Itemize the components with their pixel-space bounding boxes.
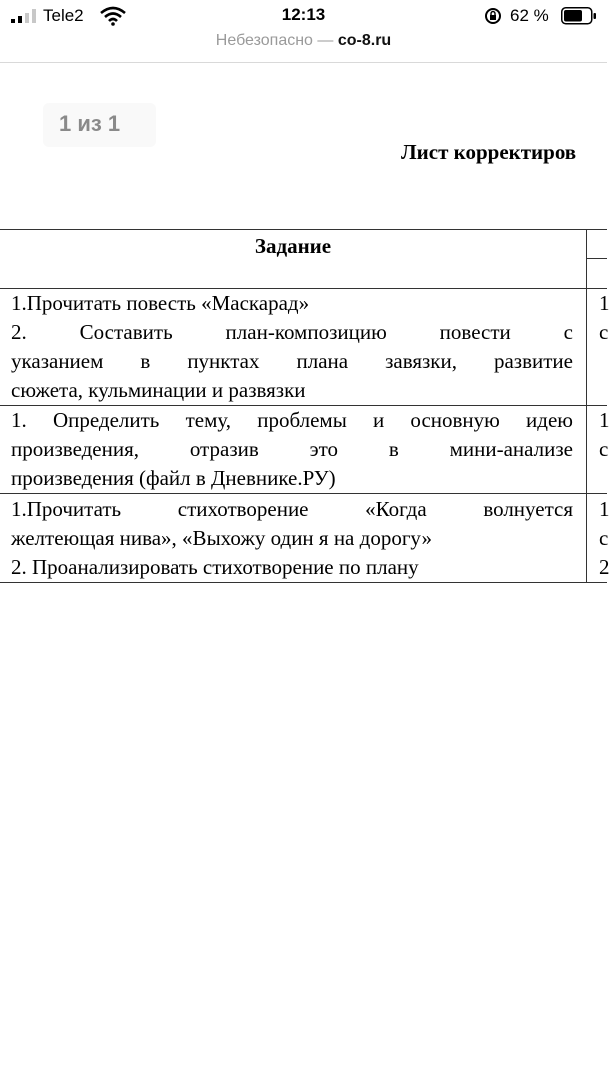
table-column-divider (586, 229, 587, 583)
cell-line: произведения, отразив это в мини-анализе (11, 437, 573, 461)
table-header-subdivider (586, 258, 607, 259)
address-bar[interactable] (0, 32, 607, 60)
cell-line: 1 (599, 408, 610, 432)
rotation-lock-icon (484, 7, 502, 25)
column-header-task: Задание (254, 234, 332, 258)
document-title: Лист корректиров (401, 140, 577, 164)
table-cell-truncated (599, 289, 609, 347)
cell-line: желтеющая нива», «Выхожу один я на дорогу» (11, 526, 432, 550)
table-row-divider (0, 493, 607, 494)
cell-line: 1 (599, 291, 610, 315)
cell-line: 1. Определить тему, проблемы и основную идею (11, 408, 573, 432)
cell-line: с (599, 526, 609, 550)
table-border-bottom (0, 582, 607, 583)
cell-line: с (599, 320, 609, 344)
cell-line: произведения (файл в Дневнике.РУ) (11, 466, 336, 490)
cell-line: 1.Прочитать стихотворение «Когда волнуется (11, 497, 573, 521)
not-secure-label: Небезопасно — (215, 32, 334, 49)
cell-line: 1 (599, 497, 610, 521)
cell-line: 2. Проанализировать стихотворение по плану (11, 555, 419, 579)
cell-line: указанием в пунктах плана завязки, развитие (11, 349, 573, 373)
table-border-top (0, 229, 607, 230)
battery-icon (561, 7, 597, 25)
page-counter: 1 из 1 (43, 103, 156, 147)
table-cell-task (11, 495, 573, 582)
table-cell-task (11, 289, 573, 405)
cell-line: 2. Составить план-композицию повести с (11, 320, 573, 344)
toolbar-divider (0, 62, 607, 63)
cell-line: 1.Прочитать повесть «Маскарад» (11, 291, 310, 315)
battery-percent: 62 % (510, 6, 549, 25)
url-domain: co-8.ru (337, 32, 392, 49)
carrier-name: Tele2 (43, 6, 84, 25)
table-cell-truncated (599, 406, 609, 464)
clock: 12:13 (281, 5, 326, 24)
status-bar (0, 0, 607, 32)
table-cell-task (11, 406, 573, 493)
cell-line: 2 (599, 555, 610, 579)
table-cell-truncated (599, 495, 609, 582)
cell-line: сюжета, кульминации и развязки (11, 378, 306, 402)
cell-line: с (599, 437, 609, 461)
assignments-table (0, 229, 610, 583)
